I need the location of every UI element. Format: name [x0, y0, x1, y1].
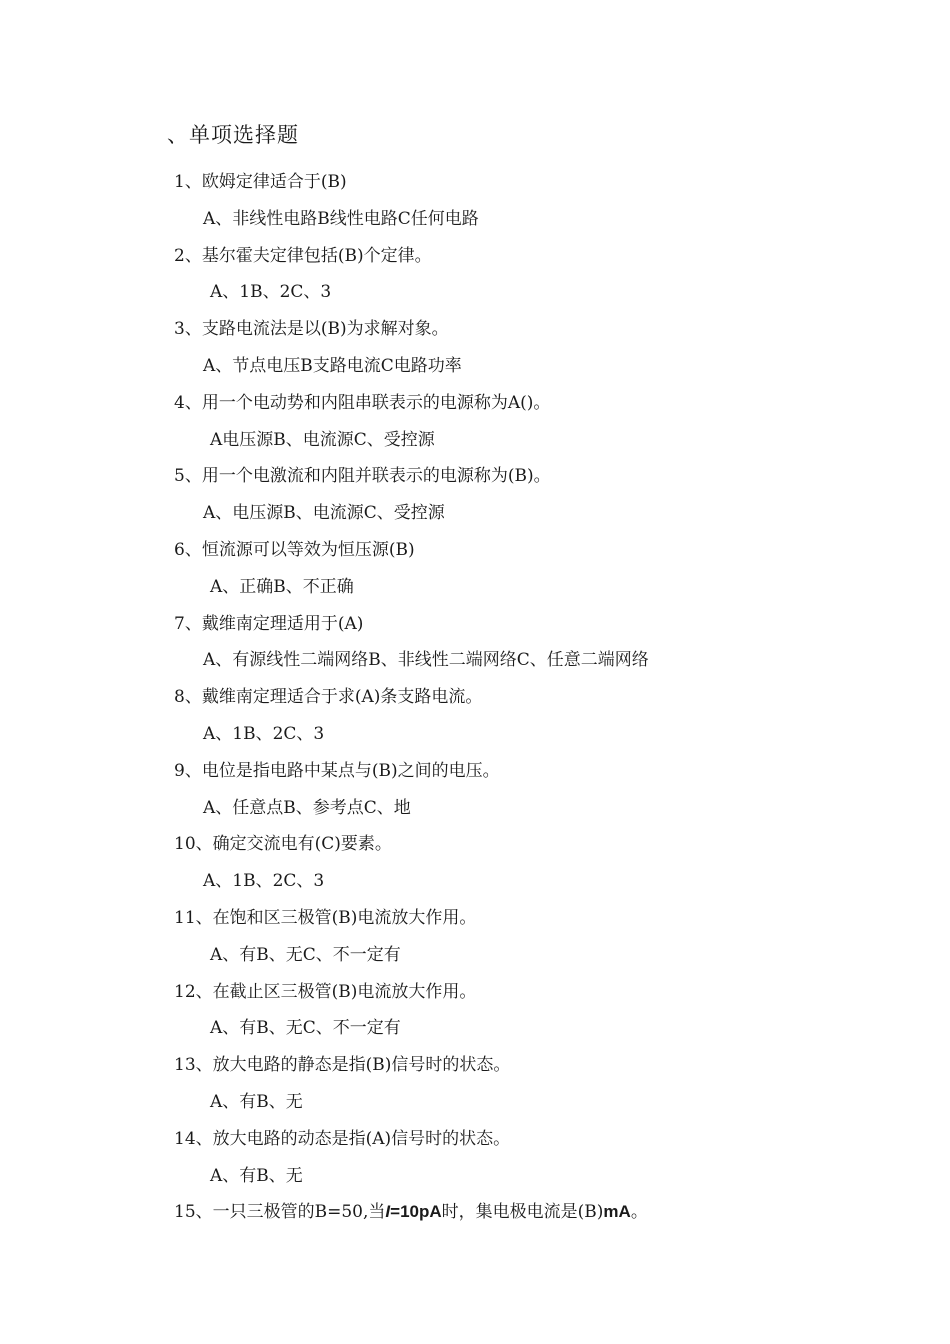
- question-3: 3、支路电流法是以(B)为求解对象。: [174, 319, 449, 340]
- question-15-prefix: 15、一只三极管的B=50,当: [174, 1202, 386, 1223]
- options-7: A、有源线性二端网络B、非线性二端网络C、任意二端网络: [203, 650, 649, 671]
- options-1: A、非线性电路B线性电路C任何电路: [203, 208, 479, 229]
- question-9: 9、电位是指电路中某点与(B)之间的电压。: [174, 760, 500, 781]
- question-1: 1、欧姆定律适合于(B): [174, 172, 347, 192]
- question-list: [0, 168, 950, 1235]
- question-15-variable: I: [385, 1202, 391, 1222]
- question-11: 11、在饱和区三极管(B)电流放大作用。: [174, 907, 477, 928]
- question-8: 8、戴维南定理适合于求(A)条支路电流。: [174, 687, 483, 708]
- question-10: 10、确定交流电有(C)要素。: [174, 834, 392, 855]
- question-14: 14、放大电路的动态是指(A)信号时的状态。: [174, 1128, 511, 1149]
- options-4: A电压源B、电流源C、受控源: [210, 429, 435, 450]
- options-2: A、1B、2C、3: [210, 282, 332, 303]
- question-15-end: 。: [630, 1202, 648, 1223]
- options-6: A、正确B、不正确: [210, 576, 354, 597]
- section-heading: 、单项选择题: [167, 123, 299, 147]
- question-6: 6、恒流源可以等效为恒压源(B): [174, 539, 415, 560]
- options-11: A、有B、无C、不一定有: [210, 944, 401, 965]
- options-12: A、有B、无C、不一定有: [210, 1018, 401, 1039]
- options-13: A、有B、无: [210, 1091, 303, 1112]
- question-12: 12、在截止区三极管(B)电流放大作用。: [174, 981, 477, 1002]
- question-15-value: =10pA: [390, 1202, 442, 1222]
- options-14: A、有B、无: [210, 1165, 303, 1186]
- question-2: 2、基尔霍夫定律包括(B)个定律。: [174, 245, 432, 266]
- question-5: 5、用一个电激流和内阻并联表示的电源称为(B)。: [174, 466, 551, 487]
- question-4: 4、用一个电动势和内阻串联表示的电源称为A()。: [174, 392, 551, 413]
- options-8: A、1B、2C、3: [203, 723, 325, 744]
- question-15-middle: 时，集电极电流是(B): [441, 1202, 604, 1223]
- options-3: A、节点电压B支路电流C电路功率: [203, 355, 462, 376]
- question-15: [0, 1198, 950, 1235]
- question-13: 13、放大电路的静态是指(B)信号时的状态。: [174, 1055, 511, 1076]
- options-10: A、1B、2C、3: [203, 871, 325, 892]
- options-5: A、电压源B、电流源C、受控源: [203, 503, 445, 524]
- options-9: A、任意点B、参考点C、地: [203, 797, 411, 818]
- question-7: 7、戴维南定理适用于(A): [174, 613, 364, 634]
- question-15-unit: mA: [603, 1202, 631, 1222]
